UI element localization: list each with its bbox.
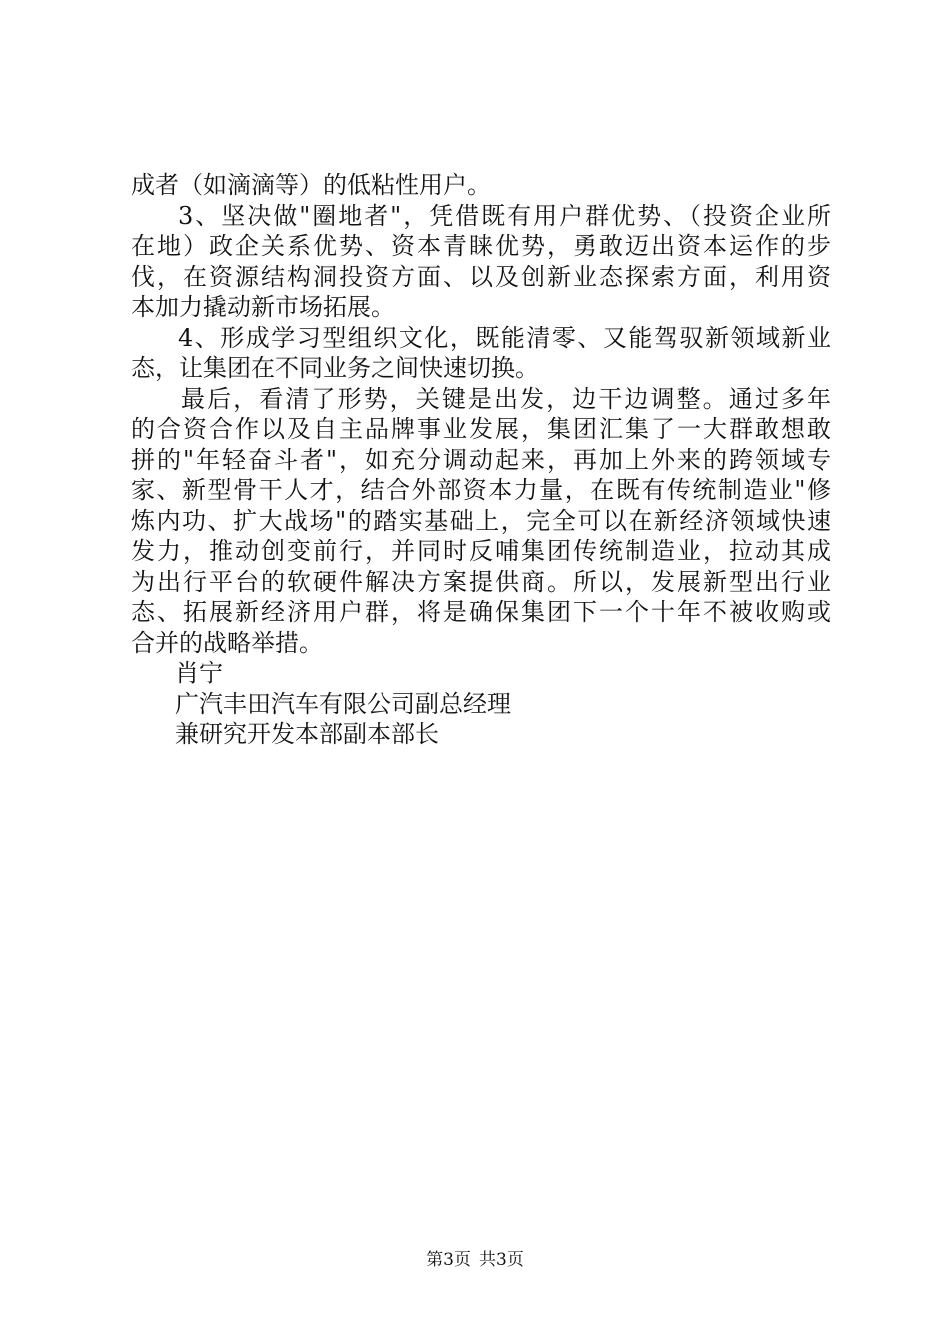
- paragraph-line: 发力，推动创变前行，并同时反哺集团传统制造业，拉动其成: [131, 537, 831, 565]
- paragraph-line: 为出行平台的软硬件解决方案提供商。所以，发展新型出行业: [131, 567, 831, 596]
- paragraph-line: 态，让集团在不同业务之间快速切换。: [131, 354, 539, 382]
- paragraph-line: 合并的战略举措。: [131, 628, 323, 657]
- paragraph-line: 炼内功、扩大战场"的踏实基础上，完全可以在新经济领域快速: [131, 506, 831, 535]
- signature-title: 广汽丰田汽车有限公司副总经理: [175, 689, 511, 718]
- signature-name: 肖宁: [175, 659, 223, 687]
- paragraph-line: 家、新型骨干人才，结合外部资本力量，在既有传统制造业"修: [131, 476, 831, 504]
- paragraph-line: 4、形成学习型组织文化，既能清零、又能驾驭新领域新业: [178, 323, 831, 352]
- paragraph-line: 态、拓展新经济用户群，将是确保集团下一个十年不被收购或: [131, 598, 831, 626]
- paragraph-line: 在地）政企关系优势、资本青睐优势，勇敢迈出资本运作的步: [131, 232, 831, 260]
- body-text: [131, 170, 831, 750]
- paragraph-line: 成者（如滴滴等）的低粘性用户。: [131, 171, 491, 199]
- page-footer: [0, 1245, 950, 1270]
- paragraph-line: 拼的"年轻奋斗者"，如充分调动起来，再加上外来的跨领域专: [131, 445, 831, 474]
- paragraph-line: 3、坚决做"圈地者"，凭借既有用户群优势、（投资企业所: [178, 201, 831, 230]
- paragraph-line: 本加力撬动新市场拓展。: [131, 293, 395, 321]
- paragraph-line: 伐，在资源结构洞投资方面、以及创新业态探索方面，利用资: [131, 262, 831, 291]
- paragraph-line: 最后，看清了形势，关键是出发，边干边调整。通过多年: [181, 384, 831, 413]
- paragraph-line: 的合资合作以及自主品牌事业发展，集团汇集了一大群敢想敢: [131, 415, 831, 443]
- page-number-total: 共3页: [479, 1250, 524, 1270]
- page-number-current: 第3页: [426, 1250, 471, 1270]
- signature-title: 兼研究开发本部副本部长: [175, 720, 439, 748]
